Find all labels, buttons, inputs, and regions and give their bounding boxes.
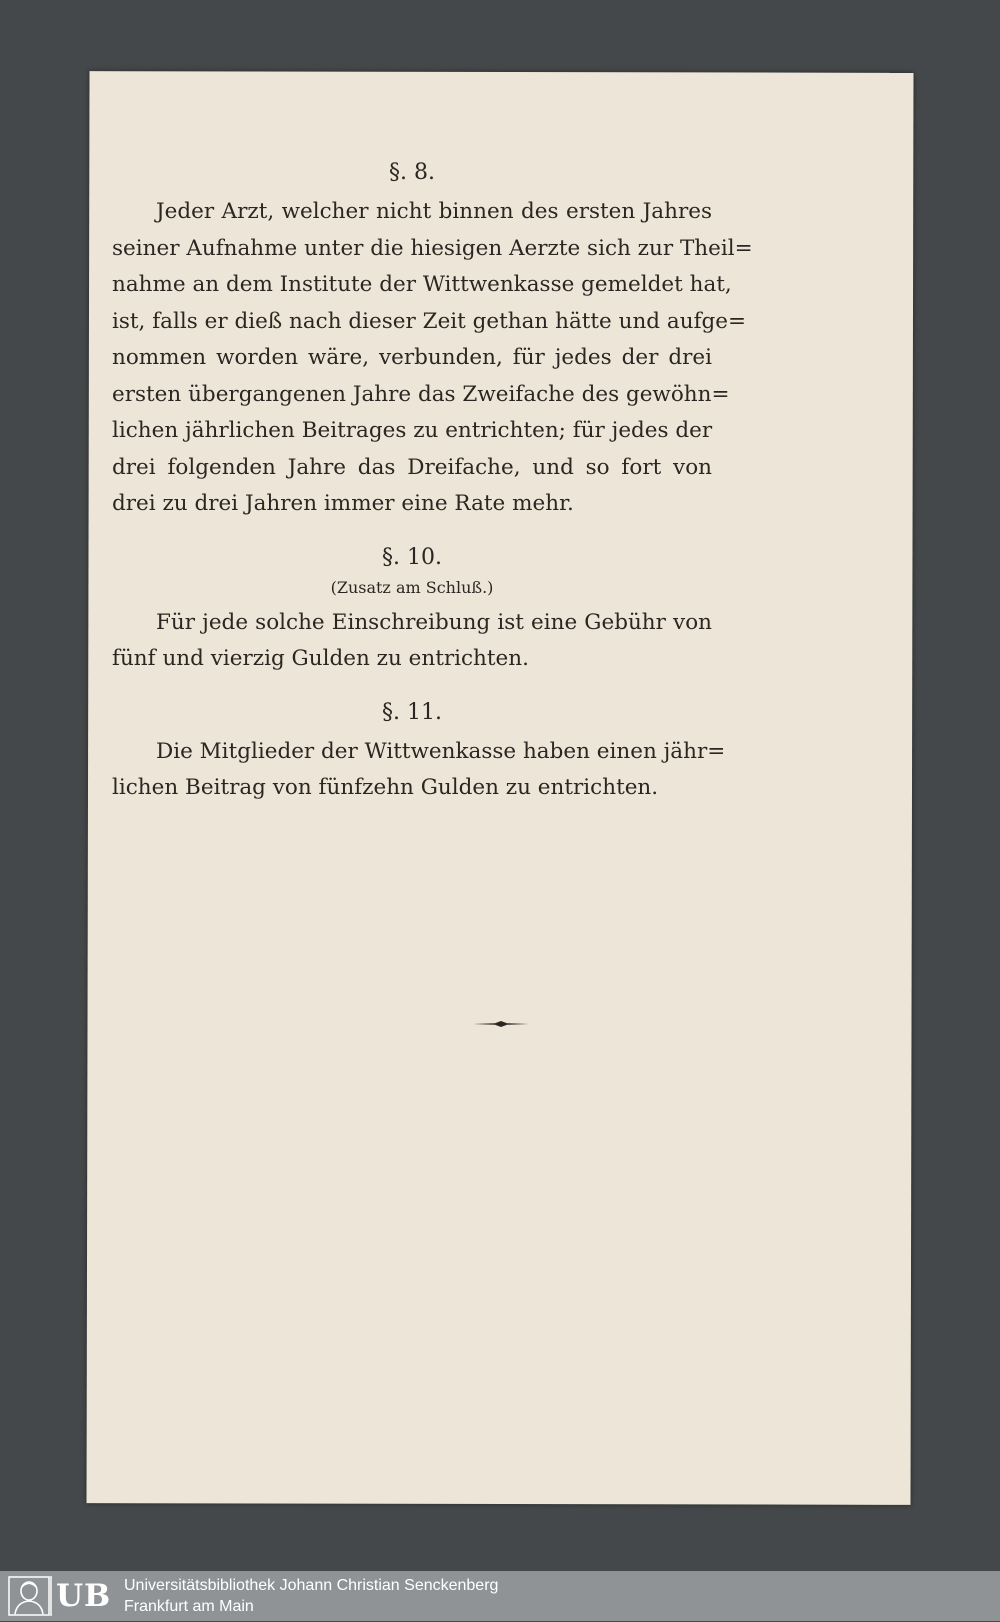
- paragraph: [112, 734, 726, 807]
- text-line: ersten übergangenen Jahre das Zweifache des gewöhn=: [112, 381, 730, 407]
- text-line: nahme an dem Institute der Wittwenkasse gemeldet hat,: [112, 272, 732, 297]
- text-line: drei zu drei Jahren immer eine Rate mehr.: [112, 491, 574, 516]
- section-10: [112, 543, 712, 678]
- paragraph: [112, 194, 753, 523]
- section-heading: §. 8.: [389, 160, 435, 185]
- text-line: fünf und vierzig Gulden zu entrichten.: [112, 646, 529, 671]
- logo-text: UB: [56, 1578, 112, 1614]
- section-8: [112, 158, 753, 523]
- text-line: ist, falls er dieß nach dieser Zeit gethan hätte und aufge=: [112, 308, 747, 334]
- text-line: lichen Beitrag von fünfzehn Gulden zu entrichten.: [112, 775, 659, 800]
- text-line: Die Mitglieder der Wittwenkasse haben einen jähr=: [156, 738, 726, 764]
- ub-logo-portrait-icon: [6, 1574, 52, 1618]
- paragraph: [112, 605, 712, 678]
- library-name-line-1: Universitätsbibliothek Johann Christian Senckenberg: [124, 1577, 499, 1594]
- library-name: [124, 1575, 498, 1617]
- section-heading: §. 10.: [382, 544, 442, 570]
- text-line: Für jede solche Einschreibung ist eine Gebühr von: [156, 609, 712, 635]
- section-heading: §. 11.: [382, 699, 442, 725]
- section-note: (Zusatz am Schluß.): [330, 577, 494, 597]
- text-line: Jeder Arzt, welcher nicht binnen des ersten Jahres: [156, 199, 712, 224]
- text-line: nommen worden wäre, verbunden, für jedes der drei: [112, 345, 712, 370]
- library-logo[interactable]: [6, 1574, 114, 1618]
- section-11: [112, 698, 726, 807]
- library-name-line-2: Frankfurt am Main: [124, 1598, 254, 1615]
- text-line: drei folgenden Jahre das Dreifache, und so fort von: [112, 454, 712, 480]
- footer-bar: [0, 1571, 1000, 1621]
- text-line: lichen jährlichen Beitrages zu entrichten; für jedes der: [112, 418, 713, 443]
- text-line: seiner Aufnahme unter die hiesigen Aerzte sich zur Theil=: [112, 235, 753, 261]
- page-text: [112, 158, 753, 807]
- ornament-rule-icon: [473, 1018, 529, 1030]
